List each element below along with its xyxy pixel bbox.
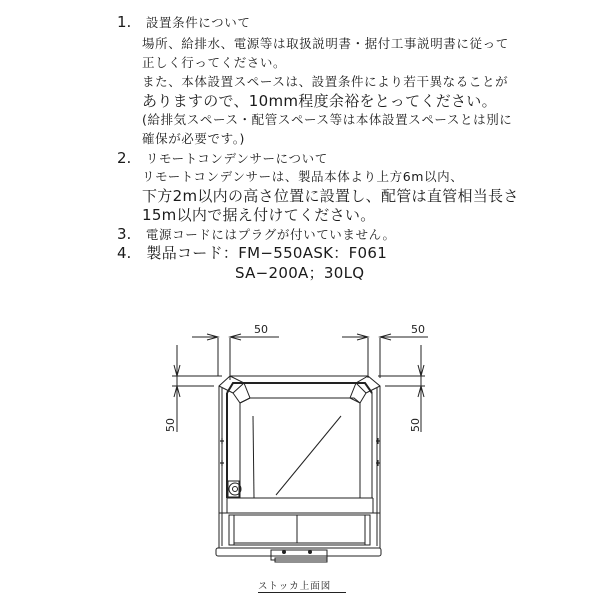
note-2-line: 15m以内で据え付けてください。 xyxy=(142,206,376,224)
note-2-line: リモートコンデンサーは、製品本体より上方6m以内、 xyxy=(142,169,464,184)
note-1-line: 確保が必要です。) xyxy=(142,131,246,146)
note-1-line: 場所、給排水、電源等は取扱説明書・据付工事説明書に従って xyxy=(142,36,509,51)
note-1-line: 正しく行ってください。 xyxy=(142,55,287,70)
note-2-heading: リモートコンデンサーについて xyxy=(145,151,328,166)
note-1-number: 1. xyxy=(117,13,132,31)
note-1-heading: 設置条件について xyxy=(145,15,251,30)
note-1-line: (給排気スペース・配管スペース等は本体設置スペースとは別に xyxy=(142,112,513,127)
note-2-line: 下方2m以内の高さ位置に設置し、配管は直管相当長さ xyxy=(142,187,519,205)
caption-underline xyxy=(258,592,346,593)
dimension-top-left: 50 xyxy=(254,323,268,336)
dimension-side-left: 50 xyxy=(164,418,177,432)
note-4-number: 4. xyxy=(117,244,132,262)
product-code-secondary: SA−200A；30LQ xyxy=(235,264,365,282)
note-3-number: 3. xyxy=(117,225,132,243)
note-1-line: ありますので、10mm程度余裕をとってください。 xyxy=(142,92,497,110)
product-code-primary: 製品コード：FM−550ASK：F061 xyxy=(146,244,388,262)
dimension-top-right: 50 xyxy=(411,323,425,336)
note-3-text: 電源コードにはプラグが付いていません。 xyxy=(145,227,396,242)
note-2-number: 2. xyxy=(117,149,132,167)
dimension-side-right: 50 xyxy=(409,418,422,432)
note-1-line: また、本体設置スペースは、設置条件により若干異なることが xyxy=(142,74,509,89)
diagram-caption: ストッカ上面図 xyxy=(258,581,332,592)
